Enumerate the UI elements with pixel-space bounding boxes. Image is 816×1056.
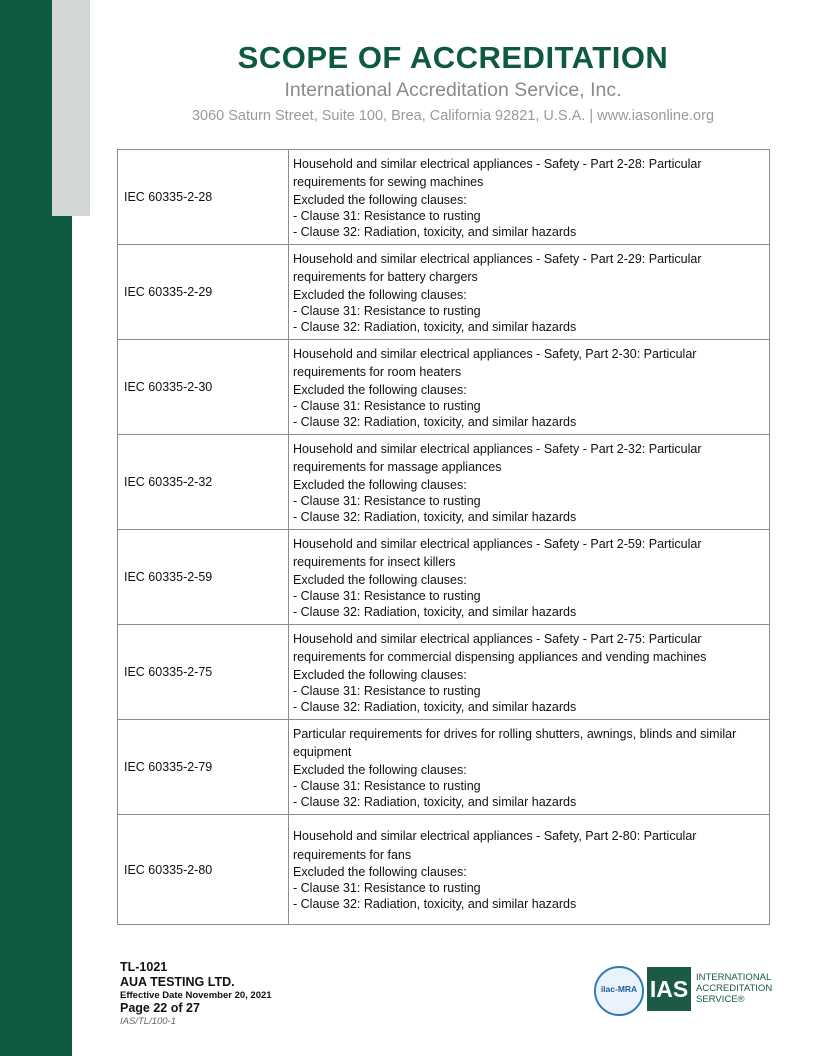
excluded-heading: Excluded the following clauses: [293, 192, 467, 207]
standard-title: Household and similar electrical appliances - Safety - Part 2-59: Particular requirements for insect killers [293, 536, 702, 569]
standard-title: Household and similar electrical appliances - Safety - Part 2-28: Particular requirements for sewing machines [293, 156, 702, 189]
footer-form-id: IAS/TL/100-1 [120, 1016, 176, 1028]
excluded-clause: - Clause 31: Resistance to rusting [293, 683, 481, 698]
standard-id: IEC 60335-2-80 [118, 815, 289, 925]
ias-logo-words [696, 972, 772, 1005]
standard-id: IEC 60335-2-30 [118, 340, 289, 435]
left-light-bar [52, 0, 90, 216]
organization-name: International Accreditation Service, Inc. [284, 79, 622, 101]
excluded-clause: - Clause 31: Resistance to rusting [293, 303, 481, 318]
ias-word-2: ACCREDITATION [696, 983, 773, 994]
excluded-clause: - Clause 32: Radiation, toxicity, and similar hazards [293, 604, 577, 619]
footer [120, 960, 272, 1028]
table-row [118, 815, 770, 925]
table-row [118, 625, 770, 720]
standard-title: Household and similar electrical appliances - Safety - Part 2-29: Particular requirements for battery chargers [293, 251, 702, 284]
excluded-heading: Excluded the following clauses: [293, 287, 467, 302]
standard-description [289, 245, 770, 340]
standard-title: Household and similar electrical appliances - Safety, Part 2-80: Particular requirements for fans [293, 829, 697, 862]
excluded-clause: - Clause 32: Radiation, toxicity, and similar hazards [293, 699, 577, 714]
standard-title: Household and similar electrical appliances - Safety, Part 2-30: Particular requirements for room heaters [293, 346, 697, 379]
standard-description [289, 815, 770, 925]
standard-description [289, 530, 770, 625]
excluded-clause: - Clause 32: Radiation, toxicity, and similar hazards [293, 319, 577, 334]
excluded-clause: - Clause 32: Radiation, toxicity, and similar hazards [293, 897, 577, 911]
footer-page-number: Page 22 of 27 [120, 1001, 200, 1016]
table-row [118, 435, 770, 530]
excluded-heading: Excluded the following clauses: [293, 762, 467, 777]
excluded-clause: - Clause 31: Resistance to rusting [293, 778, 481, 793]
excluded-clause: - Clause 32: Radiation, toxicity, and similar hazards [293, 224, 577, 239]
table-row [118, 150, 770, 245]
standard-id: IEC 60335-2-29 [118, 245, 289, 340]
page-title: SCOPE OF ACCREDITATION [237, 40, 669, 75]
excluded-heading: Excluded the following clauses: [293, 572, 467, 587]
standard-id: IEC 60335-2-28 [118, 150, 289, 245]
standard-description [289, 720, 770, 815]
excluded-clause: - Clause 31: Resistance to rusting [293, 208, 481, 223]
footer-effective-date: Effective Date November 20, 2021 [120, 990, 272, 1001]
standard-title: Household and similar electrical appliances - Safety - Part 2-32: Particular requirements for massage appliances [293, 441, 702, 474]
excluded-clause: - Clause 32: Radiation, toxicity, and similar hazards [293, 414, 577, 429]
standard-title: Particular requirements for drives for rolling shutters, awnings, blinds and similar equipment [293, 726, 737, 759]
excluded-clause: - Clause 31: Resistance to rusting [293, 881, 481, 895]
standard-id: IEC 60335-2-79 [118, 720, 289, 815]
excluded-heading: Excluded the following clauses: [293, 477, 467, 492]
ilac-logo-text: ilac-MRA [600, 984, 638, 994]
ias-logo: IAS [647, 967, 691, 1011]
standard-id: IEC 60335-2-32 [118, 435, 289, 530]
standard-id: IEC 60335-2-59 [118, 530, 289, 625]
standard-description [289, 625, 770, 720]
excluded-clause: - Clause 32: Radiation, toxicity, and similar hazards [293, 794, 577, 809]
excluded-heading: Excluded the following clauses: [293, 382, 467, 397]
logos [594, 964, 774, 1014]
excluded-heading: Excluded the following clauses: [293, 865, 467, 879]
standard-description [289, 435, 770, 530]
excluded-heading: Excluded the following clauses: [293, 667, 467, 682]
table-row [118, 720, 770, 815]
ilac-mra-logo [594, 966, 644, 1016]
excluded-clause: - Clause 31: Resistance to rusting [293, 398, 481, 413]
standard-id: IEC 60335-2-75 [118, 625, 289, 720]
table-row [118, 245, 770, 340]
ias-word-3: SERVICE® [696, 994, 745, 1005]
standard-description [289, 150, 770, 245]
footer-code: TL-1021 [120, 960, 168, 974]
organization-address: 3060 Saturn Street, Suite 100, Brea, California 92821, U.S.A. | www.iasonline.org [191, 108, 715, 124]
excluded-clause: - Clause 32: Radiation, toxicity, and similar hazards [293, 509, 577, 524]
excluded-clause: - Clause 31: Resistance to rusting [293, 588, 481, 603]
table-row [118, 530, 770, 625]
footer-lab-name: AUA TESTING LTD. [120, 975, 235, 989]
standard-description [289, 340, 770, 435]
standard-title: Household and similar electrical appliances - Safety - Part 2-75: Particular requirements for commercial dispensing appliances and vending machines [293, 631, 707, 664]
table-row [118, 340, 770, 435]
scope-table [117, 149, 770, 925]
ias-word-1: INTERNATIONAL [696, 972, 772, 983]
excluded-clause: - Clause 31: Resistance to rusting [293, 493, 481, 508]
